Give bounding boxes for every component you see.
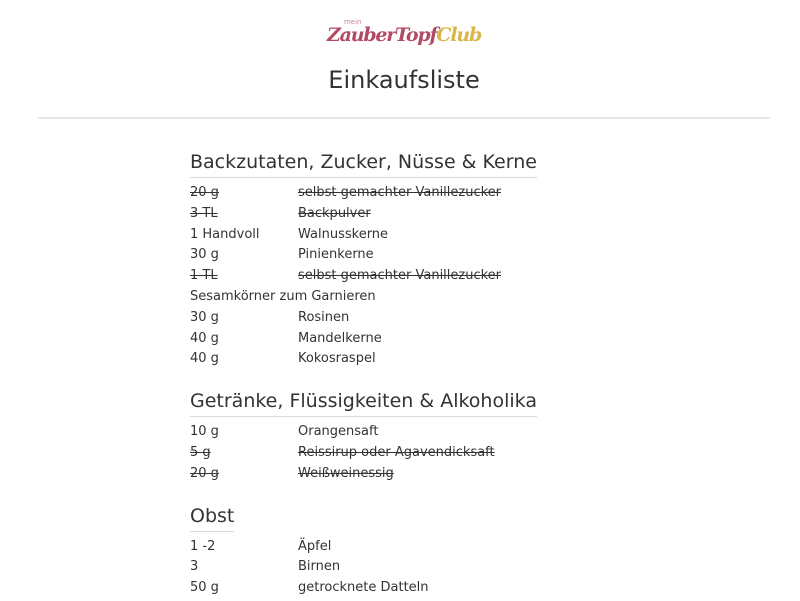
- list-item[interactable]: [190, 308, 610, 329]
- zaubertopf-club-logo[interactable]: [38, 18, 770, 48]
- item-name: Birnen: [298, 559, 341, 575]
- shopping-list: [190, 150, 610, 599]
- list-item[interactable]: [190, 443, 610, 464]
- ingredient-list: [190, 422, 610, 484]
- page-header: [38, 0, 770, 119]
- item-quantity: 1 TL: [190, 268, 218, 284]
- item-quantity: 1 -2: [190, 538, 216, 554]
- item-quantity: 10 g: [190, 424, 219, 440]
- logo-club-text: Club: [436, 24, 482, 46]
- item-name: getrocknete Datteln: [298, 580, 429, 596]
- item-name: Orangensaft: [298, 424, 379, 440]
- item-name: Pinienkerne: [298, 247, 374, 263]
- item-name: Sesamkörner zum Garnieren: [190, 288, 376, 304]
- item-quantity: 30 g: [190, 309, 219, 325]
- list-item[interactable]: [190, 245, 610, 266]
- item-quantity: 20 g: [190, 465, 219, 481]
- item-quantity: 5 g: [190, 444, 211, 460]
- list-item[interactable]: [190, 349, 610, 370]
- list-item[interactable]: [190, 537, 610, 558]
- list-item[interactable]: [190, 578, 610, 599]
- item-name: Rosinen: [298, 309, 350, 325]
- item-name: selbst gemachter Vanillezucker: [298, 268, 502, 284]
- item-quantity: 1 Handvoll: [190, 226, 260, 242]
- list-item[interactable]: [190, 204, 610, 225]
- item-name: Weißweinessig: [298, 465, 394, 481]
- item-name: Walnusskerne: [298, 226, 389, 242]
- logo-topf-text: Topf: [395, 24, 437, 46]
- item-quantity: 40 g: [190, 330, 219, 346]
- ingredient-list: [190, 183, 610, 370]
- item-name: selbst gemachter Vanillezucker: [298, 185, 502, 200]
- category-title: Getränke, Flüssigkeiten & Alkoholika: [190, 389, 537, 417]
- category-section: [190, 150, 610, 370]
- item-quantity: 30 g: [190, 247, 219, 263]
- item-name: Kokosraspel: [298, 351, 376, 367]
- list-item[interactable]: [190, 422, 610, 443]
- item-quantity: 20 g: [190, 185, 219, 200]
- page-title: Einkaufsliste: [328, 66, 480, 94]
- item-quantity: 50 g: [190, 580, 219, 596]
- item-quantity: 3 TL: [190, 205, 218, 221]
- list-item[interactable]: [190, 287, 610, 308]
- list-item[interactable]: [190, 225, 610, 246]
- item-name: Reissirup oder Agavendicksaft: [298, 444, 495, 460]
- item-name: Mandelkerne: [298, 330, 382, 346]
- item-quantity: 40 g: [190, 351, 219, 367]
- item-name: Äpfel: [298, 538, 332, 554]
- category-title: Obst: [190, 504, 234, 532]
- logo-zauber-text: Zauber: [326, 24, 396, 46]
- list-item[interactable]: [190, 183, 610, 204]
- list-item[interactable]: [190, 329, 610, 350]
- category-section: [190, 504, 610, 599]
- logo-mein-text: mein: [343, 18, 362, 26]
- item-name: Backpulver: [298, 205, 371, 221]
- category-section: [190, 389, 610, 484]
- list-item[interactable]: [190, 557, 610, 578]
- category-title: Backzutaten, Zucker, Nüsse & Kerne: [190, 150, 537, 178]
- list-item[interactable]: [190, 464, 610, 485]
- ingredient-list: [190, 537, 610, 599]
- list-item[interactable]: [190, 266, 610, 287]
- item-quantity: 3: [190, 559, 199, 575]
